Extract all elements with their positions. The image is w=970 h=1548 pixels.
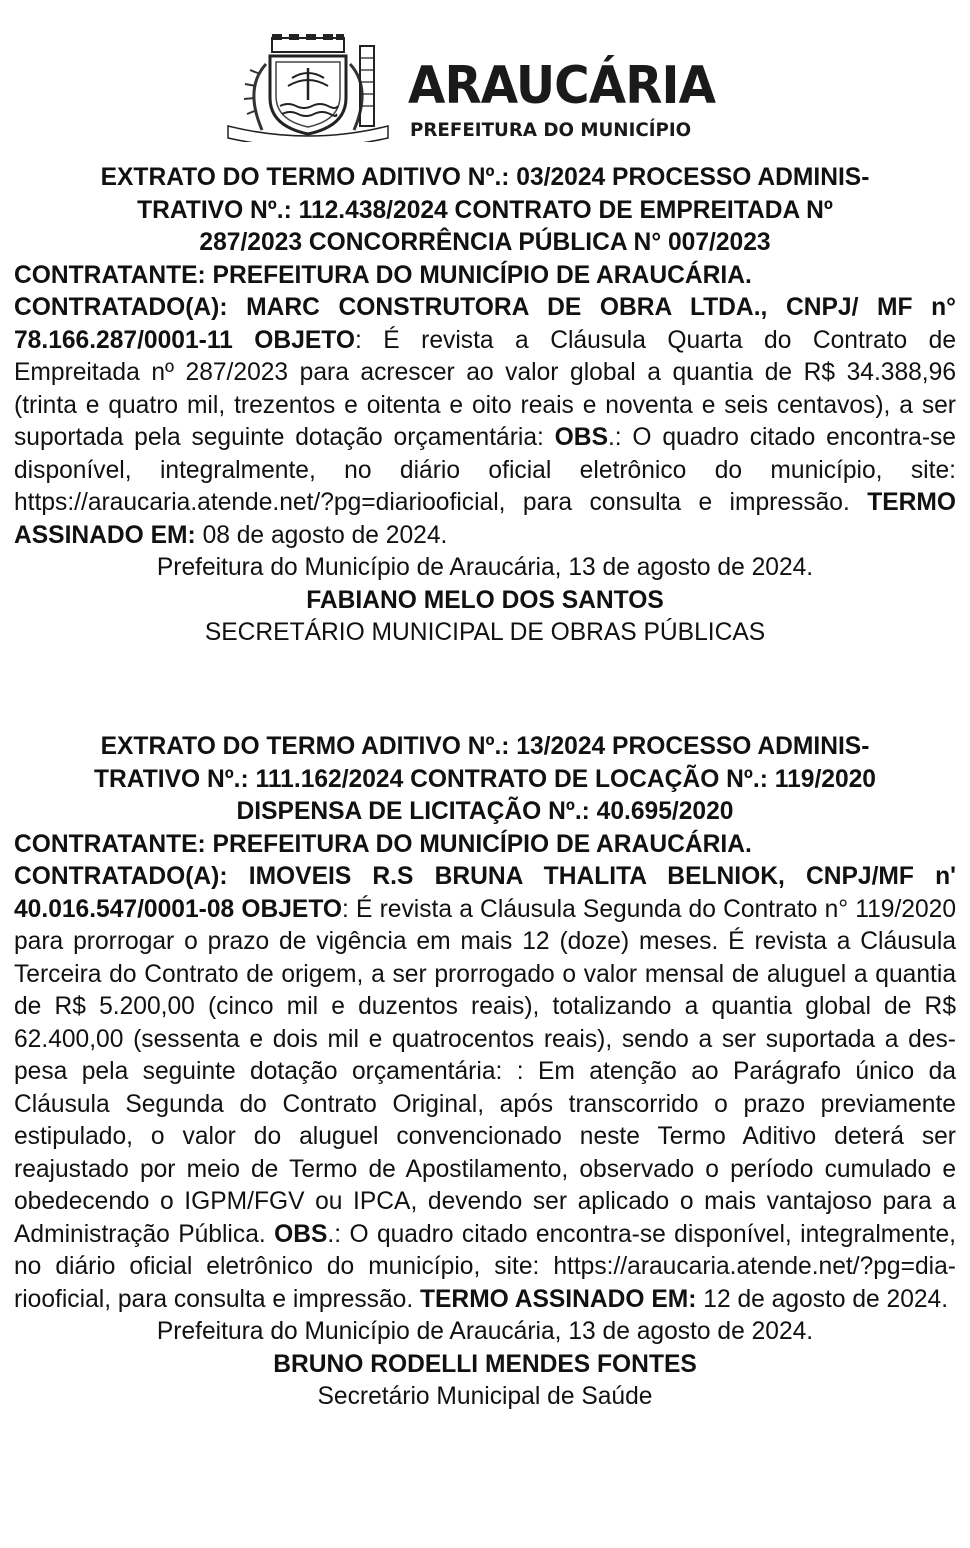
title-line: 287/2023 CONCORRÊNCIA PÚBLICA N° 007/2023	[199, 229, 771, 256]
extract-1	[14, 162, 956, 650]
obs-label: OBS	[274, 1220, 328, 1248]
place-date: Prefeitura do Município de Araucária, 13 de agosto de 2024.	[156, 554, 814, 581]
signed-label: TERMO ASSINADO EM:	[420, 1285, 697, 1313]
title-line: TRATIVO Nº.: 112.438/2024 CONTRATO DE EMPREITADA Nº	[137, 196, 833, 224]
signed-label: TERMO ASSINADO EM:	[14, 489, 956, 549]
title-line: EXTRATO DO TERMO ADITIVO Nº.: 03/2024 PROCESSO ADMINIS-	[100, 164, 870, 191]
title-line: DISPENSA DE LICITAÇÃO Nº.: 40.695/2020	[236, 798, 734, 825]
objeto-label: OBJETO	[241, 895, 343, 923]
title-line: TRATIVO Nº.: 111.162/2024 CONTRATO DE LOCAÇÃO Nº.: 119/2020	[94, 765, 876, 793]
contratado-text: CONTRATADO(A): IMOVEIS R.S BRUNA THALITA BELNIOK, CNPJ/MF n' 40.016.547/0001-08	[14, 863, 956, 923]
extract-title	[14, 731, 956, 829]
place-date: Prefeitura do Município de Araucária, 13 de agosto de 2024.	[156, 1318, 814, 1345]
objeto-text: : É revista a Cláusula Segunda do Contrato n° 119/2020 para prorrogar o prazo de vigência em mais 12 (doze) meses. É revista a Cláusula Terceira do Contrato de origem, a ser prorrogado o valor mensal de aluguel a quantia de R$ 5.200,00 (cinco mil e duzentos reais), totalizando a quantia global de R$ 62.400,00 (sessenta e dois mil e quatrocentos reais), sendo a ser suportada a despesa pela seguinte dotação orçamentária: : Em atenção ao Parágrafo único da Cláusula Segunda do Contrato Original, após transcorrido o prazo previamente estipulado, o valor do aluguel convencionado neste Termo Aditivo deterá ser reajustado por meio de Termo de Apostilamento, observado o período cumulado e obedecendo o IGPM/FGV ou IPCA, devendo ser aplicado o mais vantajoso para a Administração Pública.	[14, 895, 956, 1248]
contratante-line: CONTRATANTE: PREFEITURA DO MUNICÍPIO DE ARAUCÁRIA.	[14, 261, 752, 289]
extract-body	[14, 861, 956, 1316]
obs-text: .: O quadro citado encontra-se disponível, integralmente, no diário oficial eletrônico do município, site: https://araucaria.atende.net/?pg=diariooficial, para consulta e impressão.	[14, 1220, 956, 1313]
contratado-text: CONTRATADO(A): MARC CONSTRUTORA DE OBRA LTDA., CNPJ/ MF n° 78.166.287/0001-11	[14, 294, 956, 354]
page-header	[0, 30, 970, 142]
title-line: EXTRATO DO TERMO ADITIVO Nº.: 13/2024 PROCESSO ADMINIS-	[100, 733, 870, 760]
obs-text: .: O quadro citado encontra-se disponível, integralmente, no diário oficial eletrônico do município, site: https://araucaria.atende.net/?pg=diariooficial, para consulta e impressão.	[14, 424, 956, 516]
brand-subtitle: PREFEITURA DO MUNICÍPIO	[410, 119, 692, 141]
signatory-name: FABIANO MELO DOS SANTOS	[306, 586, 664, 614]
objeto-text: : É revista a Cláusula Quarta do Contrato de Empreitada nº 287/2023 para acrescer ao valor global a quantia de R$ 34.388,96 (trinta e quatro mil, trezentos e oitenta e oito reais e noventa e seis centavos), a ser suportada pela seguinte dotação orçamentária:	[14, 326, 956, 451]
signed-date: 12 de agosto de 2024.	[696, 1285, 949, 1313]
municipal-coat-of-arms-icon	[222, 34, 394, 142]
signatory-name: BRUNO RODELLI MENDES FONTES	[273, 1350, 697, 1378]
extract-2	[14, 731, 956, 1414]
obs-label: OBS	[554, 424, 608, 451]
brand-title: ARAUCÁRIA	[408, 56, 716, 116]
extract-title	[14, 162, 956, 260]
extract-body	[14, 292, 956, 552]
signatory-role: SECRETÁRIO MUNICIPAL DE OBRAS PÚBLICAS	[204, 619, 766, 646]
contratante-line: CONTRATANTE: PREFEITURA DO MUNICÍPIO DE ARAUCÁRIA.	[14, 830, 752, 858]
signed-date: 08 de agosto de 2024.	[195, 521, 448, 549]
signatory-role: Secretário Municipal de Saúde	[317, 1383, 653, 1410]
objeto-label: OBJETO	[254, 326, 355, 354]
